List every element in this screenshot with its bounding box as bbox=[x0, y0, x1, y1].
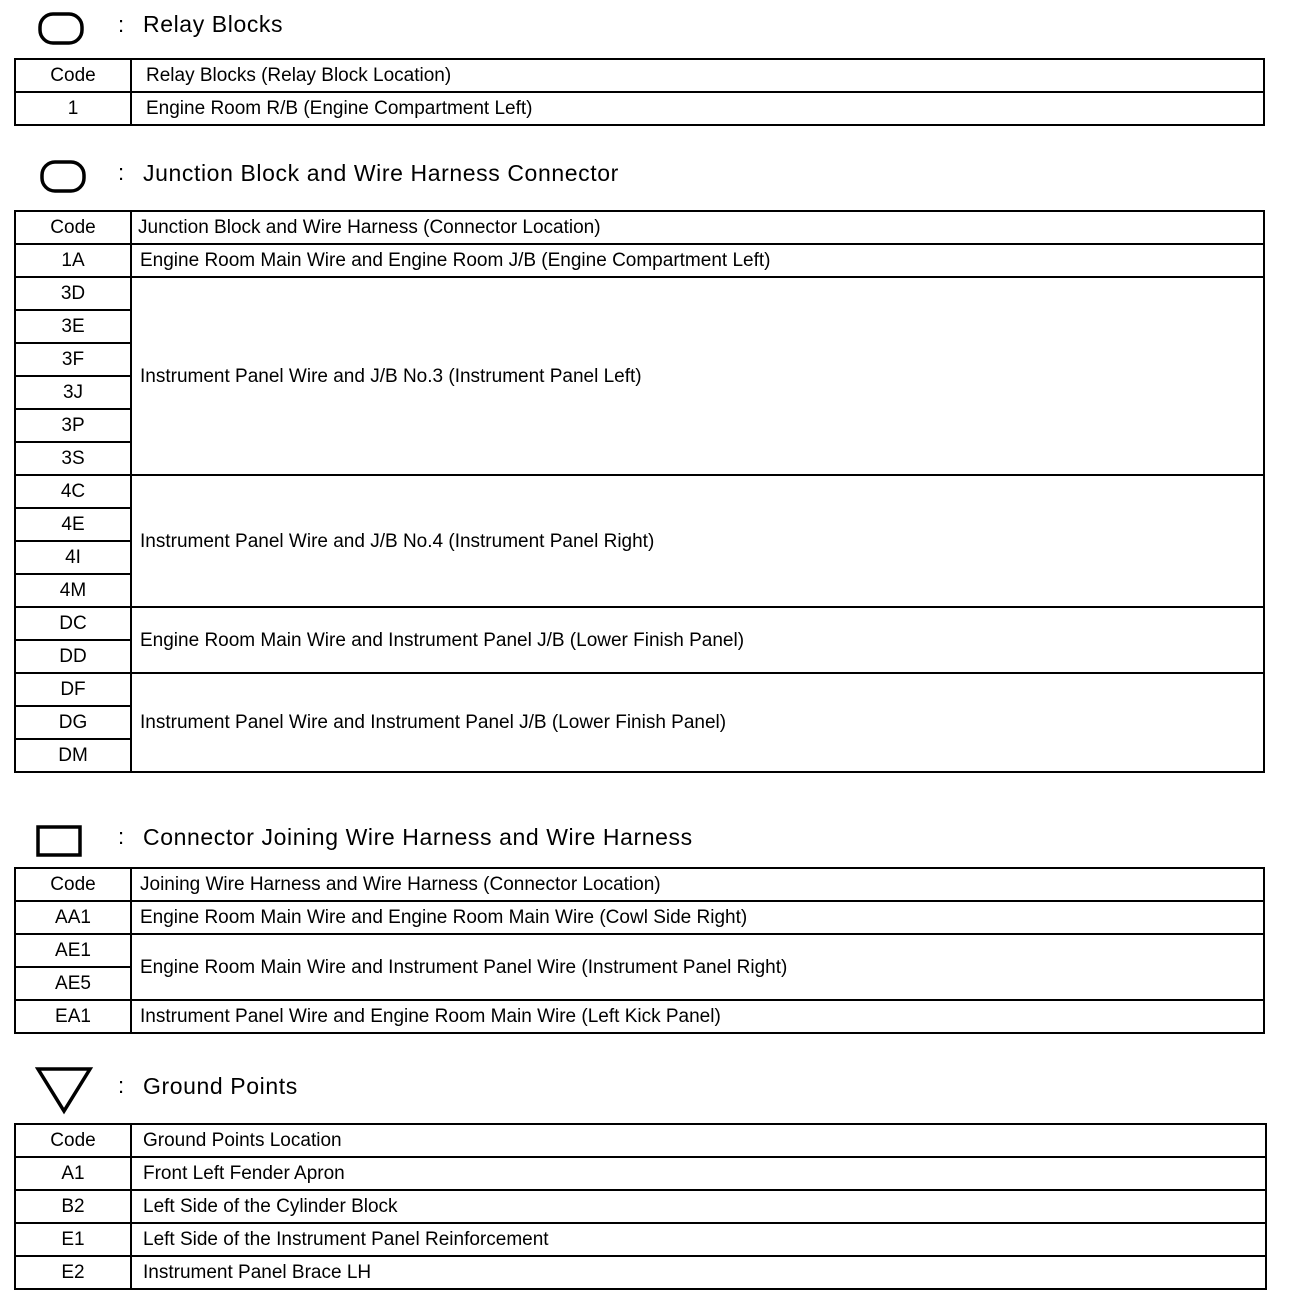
relay-blocks-title: Relay Blocks bbox=[143, 11, 284, 37]
code-cell: 1A bbox=[15, 244, 131, 277]
rounded-rect-icon bbox=[38, 12, 86, 46]
table-row bbox=[15, 92, 1264, 125]
code-cell: DC bbox=[15, 607, 131, 640]
code-cell: DG bbox=[15, 706, 131, 739]
location-cell: Engine Room R/B (Engine Compartment Left) bbox=[131, 92, 1264, 125]
table-row bbox=[15, 244, 1264, 277]
location-cell: Instrument Panel Wire and Engine Room Main Wire (Left Kick Panel) bbox=[131, 1000, 1264, 1033]
table-header-row bbox=[15, 59, 1264, 92]
location-cell: Instrument Panel Wire and Instrument Panel J/B (Lower Finish Panel) bbox=[131, 673, 1264, 772]
location-cell: Left Side of the Instrument Panel Reinforcement bbox=[131, 1223, 1266, 1256]
table-row bbox=[15, 1190, 1266, 1223]
code-cell: 3S bbox=[15, 442, 131, 475]
ground-points-table bbox=[14, 1123, 1267, 1290]
table-row bbox=[15, 1223, 1266, 1256]
table-header-row bbox=[15, 211, 1264, 244]
down-triangle-icon bbox=[35, 1065, 95, 1115]
connector-joining-table bbox=[14, 867, 1265, 1034]
heading-colon: : bbox=[118, 160, 125, 185]
location-cell: Front Left Fender Apron bbox=[131, 1157, 1266, 1190]
code-cell: 3P bbox=[15, 409, 131, 442]
table-row bbox=[15, 475, 1264, 508]
code-header: Code bbox=[15, 211, 131, 244]
table-row bbox=[15, 607, 1264, 640]
table-row bbox=[15, 934, 1264, 967]
connector-joining-title: Connector Joining Wire Harness and Wire Harness bbox=[143, 824, 693, 850]
location-cell: Instrument Panel Wire and J/B No.3 (Instrument Panel Left) bbox=[131, 277, 1264, 475]
code-cell: 4C bbox=[15, 475, 131, 508]
location-header: Ground Points Location bbox=[131, 1124, 1266, 1157]
code-header: Code bbox=[15, 59, 131, 92]
table-row bbox=[15, 277, 1264, 310]
rounded-rect-icon bbox=[40, 160, 88, 194]
table-header-row bbox=[15, 1124, 1266, 1157]
junction-block-title: Junction Block and Wire Harness Connector bbox=[143, 160, 619, 186]
code-cell: 4I bbox=[15, 541, 131, 574]
code-cell: E1 bbox=[15, 1223, 131, 1256]
location-cell: Instrument Panel Wire and J/B No.4 (Instrument Panel Right) bbox=[131, 475, 1264, 607]
code-cell: DD bbox=[15, 640, 131, 673]
location-cell: Engine Room Main Wire and Instrument Panel Wire (Instrument Panel Right) bbox=[131, 934, 1264, 1000]
location-cell: Engine Room Main Wire and Engine Room Main Wire (Cowl Side Right) bbox=[131, 901, 1264, 934]
connector-joining-heading bbox=[0, 816, 1312, 864]
code-cell: A1 bbox=[15, 1157, 131, 1190]
location-header: Relay Blocks (Relay Block Location) bbox=[131, 59, 1264, 92]
location-header: Junction Block and Wire Harness (Connector Location) bbox=[131, 211, 1264, 244]
code-cell: E2 bbox=[15, 1256, 131, 1289]
code-header: Code bbox=[15, 868, 131, 901]
code-cell: 3E bbox=[15, 310, 131, 343]
code-cell: 3D bbox=[15, 277, 131, 310]
heading-colon: : bbox=[118, 12, 125, 37]
table-row bbox=[15, 901, 1264, 934]
location-header: Joining Wire Harness and Wire Harness (Connector Location) bbox=[131, 868, 1264, 901]
location-cell: Engine Room Main Wire and Engine Room J/B (Engine Compartment Left) bbox=[131, 244, 1264, 277]
heading-colon: : bbox=[118, 824, 125, 849]
junction-block-heading bbox=[0, 152, 1312, 200]
table-row bbox=[15, 673, 1264, 706]
table-row bbox=[15, 1157, 1266, 1190]
relay-blocks-table bbox=[14, 58, 1265, 126]
code-cell: AA1 bbox=[15, 901, 131, 934]
table-header-row bbox=[15, 868, 1264, 901]
code-cell: DM bbox=[15, 739, 131, 772]
location-cell: Engine Room Main Wire and Instrument Panel J/B (Lower Finish Panel) bbox=[131, 607, 1264, 673]
table-row bbox=[15, 1000, 1264, 1033]
code-cell: AE1 bbox=[15, 934, 131, 967]
code-cell: DF bbox=[15, 673, 131, 706]
location-cell: Instrument Panel Brace LH bbox=[131, 1256, 1266, 1289]
junction-block-table bbox=[14, 210, 1265, 773]
code-cell: AE5 bbox=[15, 967, 131, 1000]
code-cell: 1 bbox=[15, 92, 131, 125]
code-cell: 4E bbox=[15, 508, 131, 541]
code-cell: 3J bbox=[15, 376, 131, 409]
code-cell: 3F bbox=[15, 343, 131, 376]
code-cell: EA1 bbox=[15, 1000, 131, 1033]
code-cell: B2 bbox=[15, 1190, 131, 1223]
relay-blocks-heading bbox=[0, 4, 1312, 52]
square-icon bbox=[36, 824, 84, 858]
table-row bbox=[15, 1256, 1266, 1289]
ground-points-title: Ground Points bbox=[143, 1073, 298, 1099]
ground-points-heading bbox=[0, 1064, 1312, 1112]
location-cell: Left Side of the Cylinder Block bbox=[131, 1190, 1266, 1223]
code-header: Code bbox=[15, 1124, 131, 1157]
code-cell: 4M bbox=[15, 574, 131, 607]
heading-colon: : bbox=[118, 1073, 125, 1098]
